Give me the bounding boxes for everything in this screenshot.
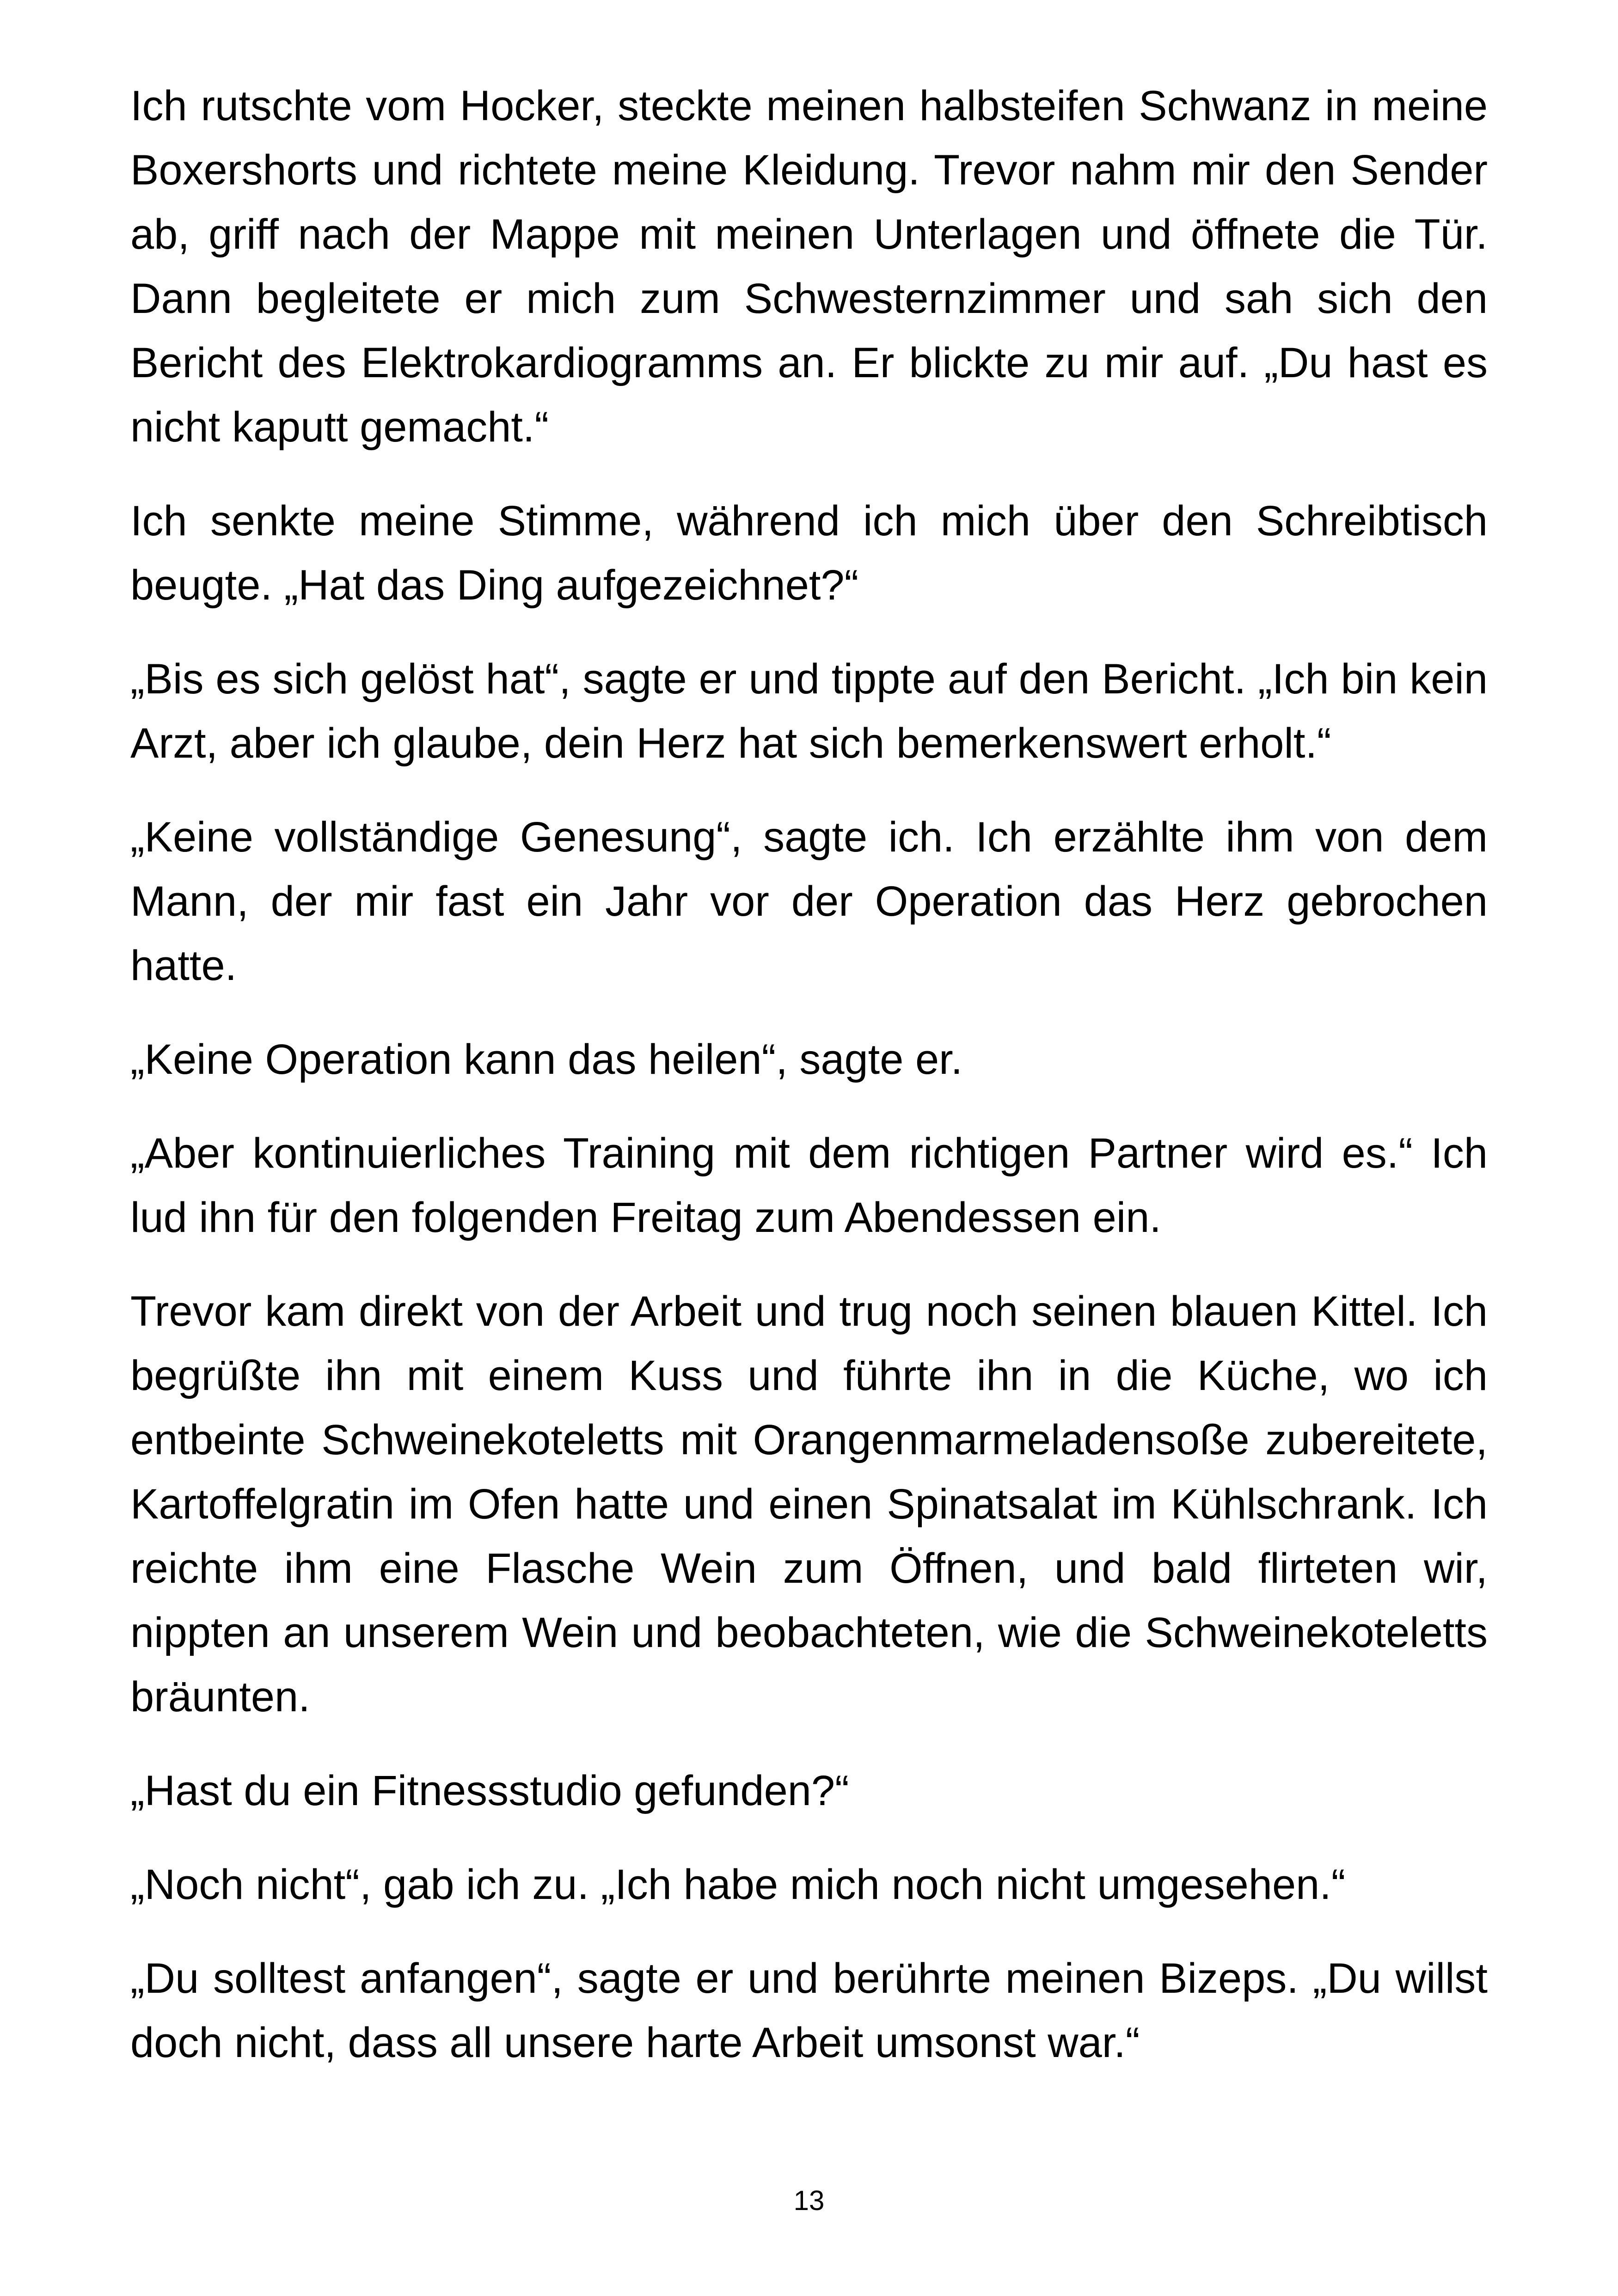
paragraph: Ich senkte meine Stimme, während ich mich über den Schreibtisch beugte. „Hat das Ding aufgezeichnet?“ [130,497,1488,609]
page-number: 13 [793,2185,825,2216]
paragraph: Ich rutschte vom Hocker, steckte meinen halbsteifen Schwanz in meine Boxershorts und richtete meine Kleidung. Trevor nahm mir den Sender ab, griff nach der Mappe mit meinen Unterlagen und öffnete die Tür. Dann begleitete er mich zum Schwesternzimmer und sah sich den Bericht des Elektrokardiogramms an. Er blickte zu mir auf. „Du hast es nicht kaputt gemacht.“ [130,82,1488,451]
paragraph: „Hast du ein Fitnessstudio gefunden?“ [130,1767,849,1814]
body-text [130,74,1488,2075]
paragraph: „Keine Operation kann das heilen“, sagte er. [130,1036,963,1083]
paragraph: „Keine vollständige Genesung“, sagte ich. Ich erzählte ihm von dem Mann, der mir fast ein Jahr vor der Operation das Herz gebrochen hatte. [130,814,1488,989]
paragraph: „Bis es sich gelöst hat“, sagte er und tippte auf den Bericht. „Ich bin kein Arzt, aber ich glaube, dein Herz hat sich bemerkenswert erholt.“ [130,655,1488,767]
paragraph: „Aber kontinuierliches Training mit dem richtigen Partner wird es.“ Ich lud ihn für den folgenden Freitag zum Abendessen ein. [130,1130,1488,1241]
paragraph: Trevor kam direkt von der Arbeit und trug noch seinen blauen Kittel. Ich begrüßte ihn mit einem Kuss und führte ihn in die Küche, wo ich entbeinte Schweinekoteletts mit Orangenmarmeladensoße zubereitete, Kartoffelgratin im Ofen hatte und einen Spinatsalat im Kühlschrank. Ich reichte ihm eine Flasche Wein zum Öffnen, und bald flirteten wir, nippten an unserem Wein und beobachteten, wie die Schweinekoteletts bräunten. [130,1288,1488,1720]
paragraph: „Noch nicht“, gab ich zu. „Ich habe mich noch nicht umgesehen.“ [130,1861,1346,1908]
paragraph: „Du solltest anfangen“, sagte er und berührte meinen Bizeps. „Du willst doch nicht, dass all unsere harte Arbeit umsonst war.“ [130,1955,1488,2066]
